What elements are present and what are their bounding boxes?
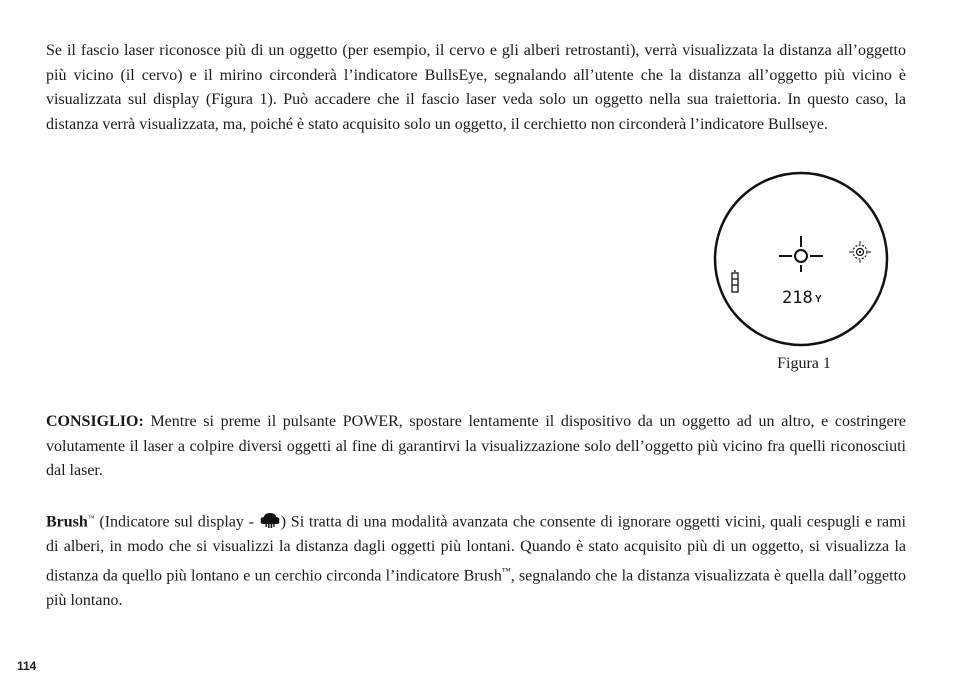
page-number: 114 — [17, 659, 37, 673]
paragraph-bullseye: Se il fascio laser riconosce più di un oggetto (per esempio, il cervo e gli alberi retrostanti), verrà visualizzata la distanza all’oggetto più vicino (il cervo) e il mirino circonderà l’indicatore BullsEye, segnalando all’utente che la distanza all’oggetto più vicino è visualizzata sul display (Figura 1). Può accadere che il fascio laser veda solo un oggetto nella sua traiettoria. In questo caso, la distanza verrà visualizzata, ma, poiché è stato acquisito solo un oggetto, il cerchietto non circonderà l’indicatore Bullseye. — [46, 42, 906, 133]
tip-label: CONSIGLIO: — [46, 413, 144, 430]
tip-text: Mentre si preme il pulsante POWER, spostare lentamente il dispositivo da un oggetto ad un altro, e costringere volutamente il laser a colpire diversi oggetti al fine di garantirvi la visualizzazione solo dell’oggetto più vicino fra quelli riconosciuti dal laser. — [46, 413, 906, 479]
rangefinder-display-illustration — [712, 170, 890, 348]
brush-trademark-2: ™ — [501, 566, 511, 577]
figure-1-display — [712, 170, 890, 348]
brush-label: Brush — [46, 513, 88, 531]
tree-icon — [259, 512, 281, 528]
figure-caption: Figura 1 — [777, 355, 831, 372]
paragraph-brush — [46, 506, 906, 614]
distance-unit: Y — [815, 294, 822, 305]
brush-text-end: , segnalando che la distanza visualizzata è quella dall’oggetto più lontano. — [46, 567, 906, 610]
paragraph-tip — [46, 410, 906, 484]
brush-text-before-icon: (Indicatore sul display - — [94, 513, 259, 531]
brush-trademark: ™ — [87, 514, 95, 522]
distance-readout: 218 — [782, 288, 813, 308]
brush-text-after-icon: ) Si tratta di una modalità avanzata che consente di ignorare oggetti vicini, quali cespugli e rami di alberi, in modo che si visualizzi la distanza dagli oggetti più lontani. Quando è stato acquisito più di un oggetto, si visualizza la distanza da quello più lontano e un cerchio circonda l’indicatore Brush — [46, 513, 906, 585]
